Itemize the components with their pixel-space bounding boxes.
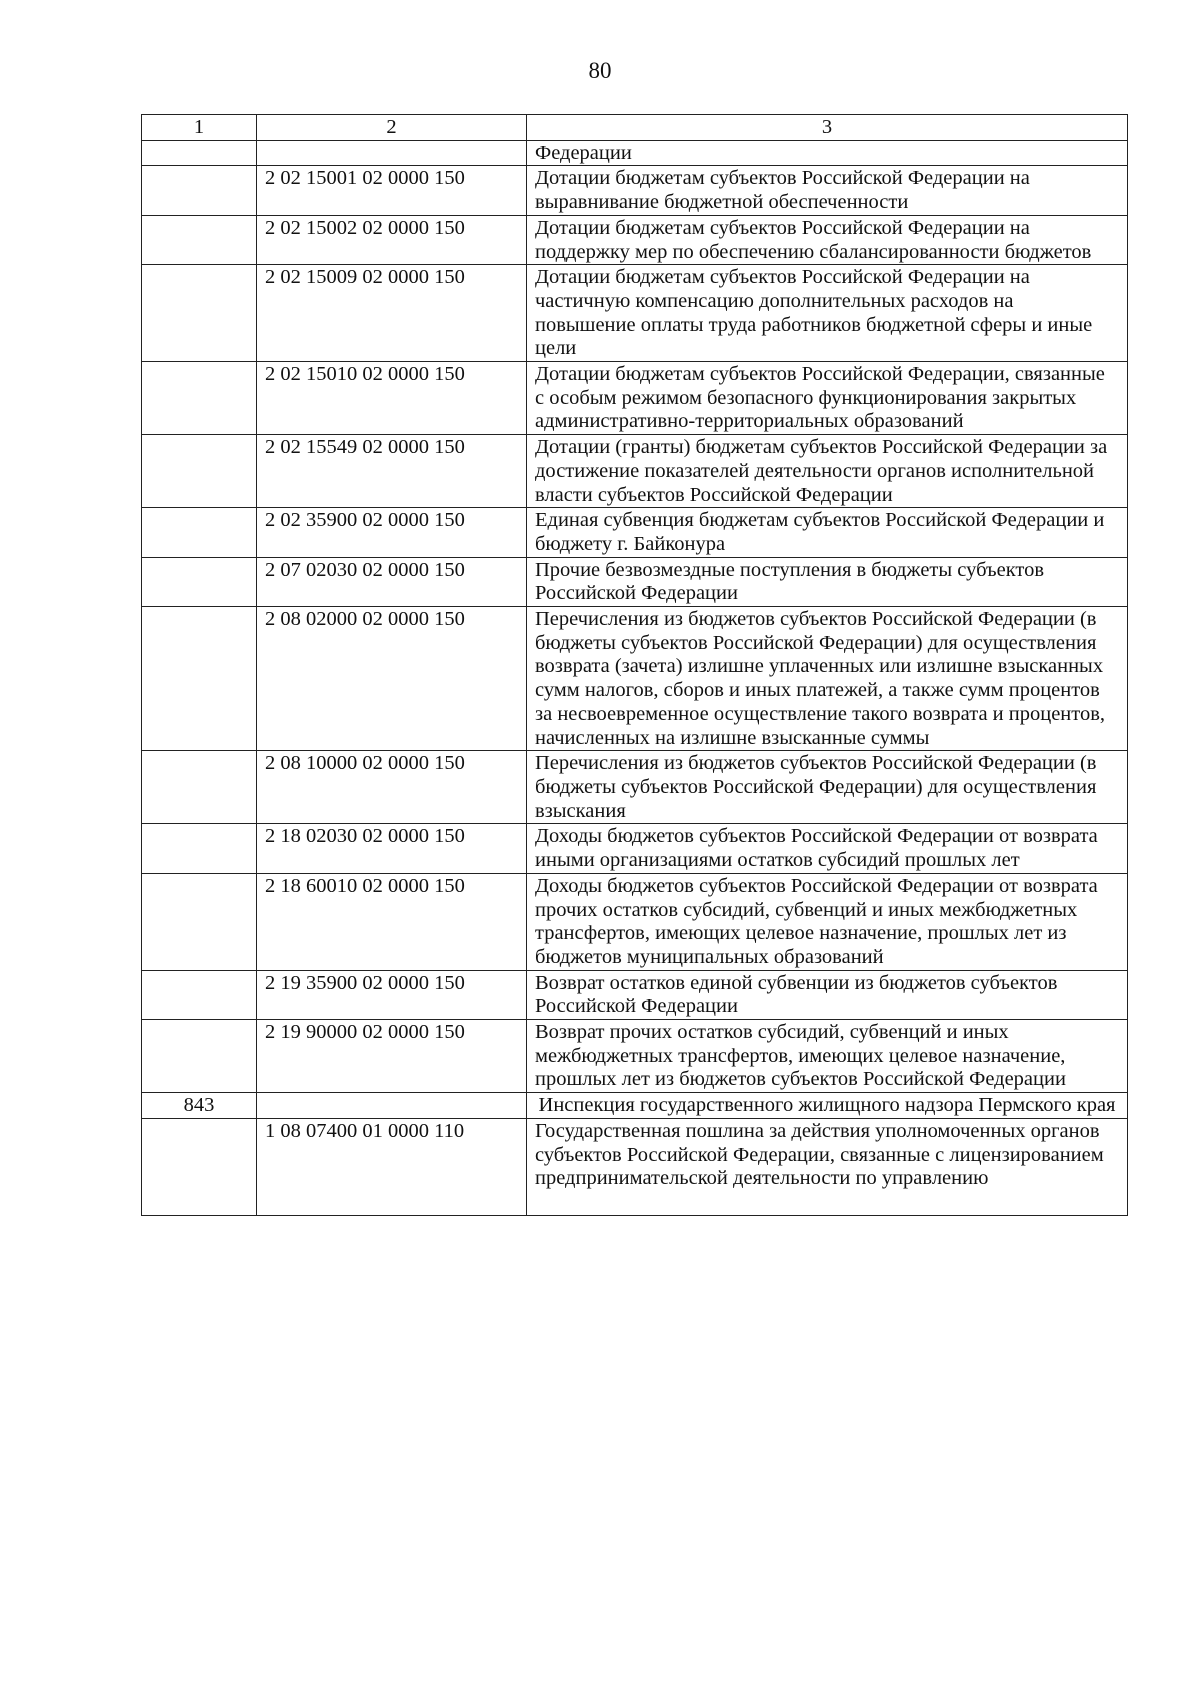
description-cell: Прочие безвозмездные поступления в бюджеты субъектов Российской Федерации [527, 557, 1128, 606]
revenue-code-cell: 2 19 35900 02 0000 150 [257, 970, 527, 1019]
description-cell: Дотации (гранты) бюджетам субъектов Российской Федерации за достижение показателей деятельности органов исполнительной власти субъектов Российской Федерации [527, 435, 1128, 508]
table-header-row [142, 115, 1128, 141]
table-row [142, 265, 1128, 362]
revenue-code-cell: 2 02 35900 02 0000 150 [257, 508, 527, 557]
table-row [142, 362, 1128, 435]
revenue-code-cell [257, 1093, 527, 1119]
table-row [142, 435, 1128, 508]
revenue-codes-table [141, 114, 1128, 1216]
description-cell: Перечисления из бюджетов субъектов Российской Федерации (в бюджеты субъектов Российской Федерации) для осуществления возврата (зачета) излишне уплаченных или излишне взысканных сумм налогов, сборов и иных платежей, а также сумм процентов за несвоевременное осуществление такого возврата и процентов, начисленных на излишне взысканные суммы [527, 607, 1128, 751]
table-row [142, 824, 1128, 873]
revenue-code-cell: 2 08 02000 02 0000 150 [257, 607, 527, 751]
description-cell: Федерации [527, 140, 1128, 166]
table-row [142, 508, 1128, 557]
description-cell: Дотации бюджетам субъектов Российской Федерации на выравнивание бюджетной обеспеченности [527, 166, 1128, 215]
admin-code-cell [142, 970, 257, 1019]
description-cell: Дотации бюджетам субъектов Российской Федерации, связанные с особым режимом безопасного функционирования закрытых административно-территориальных образований [527, 362, 1128, 435]
table-row [142, 1118, 1128, 1215]
revenue-code-cell: 2 18 60010 02 0000 150 [257, 873, 527, 970]
admin-code-cell [142, 1118, 257, 1215]
header-col-1: 1 [142, 115, 257, 141]
admin-code-cell [142, 265, 257, 362]
revenue-code-cell [257, 140, 527, 166]
revenue-code-cell: 2 02 15001 02 0000 150 [257, 166, 527, 215]
table-row [142, 607, 1128, 751]
description-text: Государственная пошлина за действия уполномоченных органов субъектов Российской Федерации, связанные с лицензированием предпринимательской деятельности по управлению [535, 1119, 1104, 1190]
table-row [142, 215, 1128, 264]
admin-code-cell [142, 215, 257, 264]
table-row [142, 873, 1128, 970]
revenue-code-cell: 2 02 15009 02 0000 150 [257, 265, 527, 362]
admin-code-cell [142, 607, 257, 751]
revenue-code-cell: 2 08 10000 02 0000 150 [257, 751, 527, 824]
revenue-code-cell: 2 02 15549 02 0000 150 [257, 435, 527, 508]
description-cell: Единая субвенция бюджетам субъектов Российской Федерации и бюджету г. Байконура [527, 508, 1128, 557]
description-cell [527, 1118, 1128, 1215]
table-row [142, 166, 1128, 215]
admin-code-cell [142, 166, 257, 215]
admin-code-cell [142, 557, 257, 606]
page-number: 80 [588, 58, 612, 83]
description-cell: Дотации бюджетам субъектов Российской Федерации на поддержку мер по обеспечению сбалансированности бюджетов [527, 215, 1128, 264]
description-cell: Инспекция государственного жилищного надзора Пермского края [527, 1093, 1128, 1119]
admin-code-cell [142, 508, 257, 557]
description-cell: Доходы бюджетов субъектов Российской Федерации от возврата иными организациями остатков субсидий прошлых лет [527, 824, 1128, 873]
revenue-code-cell: 1 08 07400 01 0000 110 [257, 1118, 527, 1215]
description-cell: Возврат прочих остатков субсидий, субвенций и иных межбюджетных трансфертов, имеющих целевое назначение, прошлых лет из бюджетов субъектов Российской Федерации [527, 1020, 1128, 1093]
admin-code-cell: 843 [142, 1093, 257, 1119]
admin-code-cell [142, 873, 257, 970]
description-cell: Доходы бюджетов субъектов Российской Федерации от возврата прочих остатков субсидий, субвенций и иных межбюджетных трансфертов, имеющих целевое назначение, прошлых лет из бюджетов муниципальных образований [527, 873, 1128, 970]
table-row [142, 970, 1128, 1019]
revenue-code-cell: 2 02 15002 02 0000 150 [257, 215, 527, 264]
revenue-code-cell: 2 19 90000 02 0000 150 [257, 1020, 527, 1093]
table-row [142, 751, 1128, 824]
description-cell: Возврат остатков единой субвенции из бюджетов субъектов Российской Федерации [527, 970, 1128, 1019]
header-col-3: 3 [527, 115, 1128, 141]
description-cell: Дотации бюджетам субъектов Российской Федерации на частичную компенсацию дополнительных расходов на повышение оплаты труда работников бюджетной сферы и иные цели [527, 265, 1128, 362]
table-row [142, 557, 1128, 606]
table-row [142, 140, 1128, 166]
admin-code-cell [142, 824, 257, 873]
table-row [142, 1020, 1128, 1093]
admin-code-cell [142, 751, 257, 824]
description-cell: Перечисления из бюджетов субъектов Российской Федерации (в бюджеты субъектов Российской Федерации) для осуществления взыскания [527, 751, 1128, 824]
table-row [142, 1093, 1128, 1119]
admin-code-cell [142, 362, 257, 435]
revenue-code-cell: 2 02 15010 02 0000 150 [257, 362, 527, 435]
admin-code-cell [142, 140, 257, 166]
header-col-2: 2 [257, 115, 527, 141]
revenue-code-cell: 2 07 02030 02 0000 150 [257, 557, 527, 606]
admin-code-cell [142, 1020, 257, 1093]
revenue-code-cell: 2 18 02030 02 0000 150 [257, 824, 527, 873]
admin-code-cell [142, 435, 257, 508]
